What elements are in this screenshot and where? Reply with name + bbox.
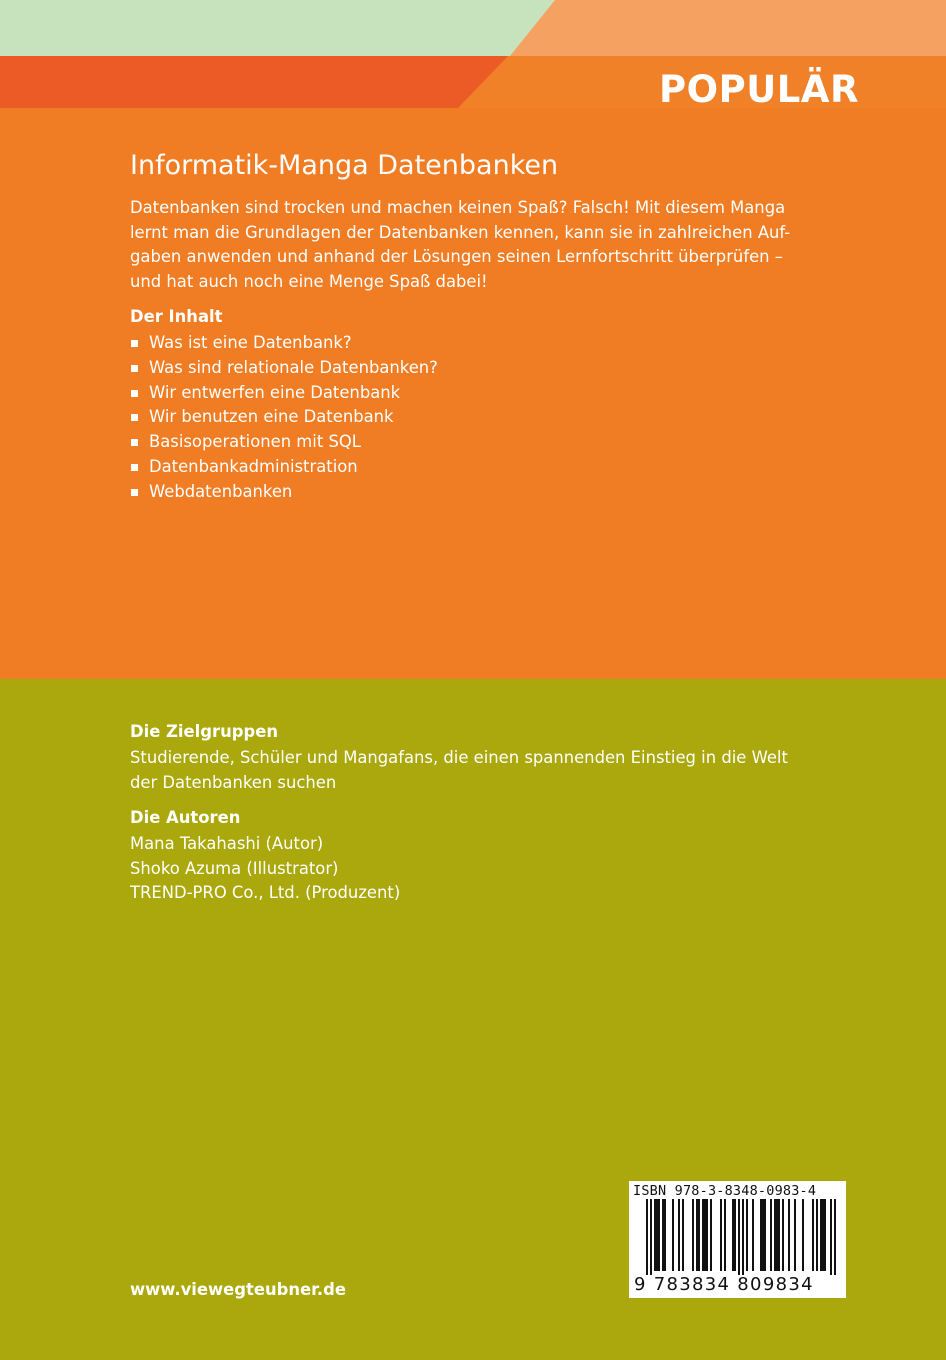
intro-line: gaben anwenden und anhand der Lösungen seinen Lernfortschritt überprüfen – bbox=[130, 247, 783, 267]
square-bullet-icon bbox=[131, 489, 138, 496]
barcode-bar bbox=[742, 1199, 744, 1275]
audience-line: Studierende, Schüler und Mangafans, die einen spannenden Einstieg in die Welt bbox=[130, 748, 788, 767]
list-item-label: Basisoperationen mit SQL bbox=[149, 432, 361, 452]
audience-text bbox=[130, 746, 788, 795]
barcode-bar bbox=[834, 1199, 836, 1275]
barcode-bar bbox=[720, 1199, 722, 1271]
author-line: TREND-PRO Co., Ltd. (Produzent) bbox=[130, 883, 401, 903]
barcode-bar bbox=[654, 1199, 656, 1271]
barcode-bar bbox=[822, 1199, 824, 1271]
barcode-bar bbox=[776, 1199, 778, 1271]
square-bullet-icon bbox=[131, 340, 138, 347]
barcode-bar bbox=[816, 1199, 818, 1271]
barcode-bar bbox=[774, 1199, 776, 1271]
barcode-bar bbox=[702, 1199, 704, 1271]
barcode-bar bbox=[658, 1199, 660, 1271]
barcode-bar bbox=[734, 1199, 736, 1271]
barcode-bar bbox=[762, 1199, 764, 1271]
barcode-bar bbox=[782, 1199, 784, 1271]
audience-line: der Datenbanken suchen bbox=[130, 772, 337, 792]
barcode-bar bbox=[710, 1199, 712, 1271]
isbn-barcode bbox=[629, 1181, 846, 1298]
intro-line: Datenbanken sind trocken und machen keinen Spaß? Falsch! Mit diesem Manga bbox=[130, 198, 786, 217]
barcode-bar bbox=[696, 1199, 698, 1271]
barcode-bar bbox=[802, 1199, 804, 1271]
list-item bbox=[130, 455, 438, 480]
book-title: Informatik-Manga Datenbanken bbox=[130, 150, 559, 181]
square-bullet-icon bbox=[131, 414, 138, 421]
barcode-bar bbox=[732, 1199, 734, 1271]
authors-heading: Die Autoren bbox=[130, 808, 241, 827]
barcode-bar bbox=[820, 1199, 822, 1271]
barcode-bar bbox=[682, 1199, 684, 1271]
intro-line: und hat auch noch eine Menge Spaß dabei! bbox=[130, 272, 488, 292]
square-bullet-icon bbox=[131, 365, 138, 372]
list-item bbox=[130, 331, 438, 356]
square-bullet-icon bbox=[131, 439, 138, 446]
contents-list bbox=[130, 331, 438, 505]
barcode-bar bbox=[770, 1199, 772, 1271]
barcode-bar bbox=[746, 1199, 748, 1271]
contents-heading: Der Inhalt bbox=[130, 307, 223, 326]
barcode-bar bbox=[662, 1199, 664, 1271]
list-item-label: Webdatenbanken bbox=[149, 481, 293, 501]
ean-digits: 9 783834 809834 bbox=[634, 1274, 814, 1295]
barcode-bar bbox=[830, 1199, 832, 1275]
intro-line: lernt man die Grundlagen der Datenbanken kennen, kann sie in zahlreichen Auf- bbox=[130, 222, 791, 242]
barcode-bar bbox=[794, 1199, 796, 1271]
publisher-website: www.viewegteubner.de bbox=[130, 1280, 346, 1299]
list-item-label: Datenbankadministration bbox=[149, 456, 358, 476]
barcode-bar bbox=[698, 1199, 700, 1271]
barcode-bar bbox=[738, 1199, 740, 1275]
barcode-bar bbox=[678, 1199, 680, 1271]
barcode-bars bbox=[629, 1199, 846, 1275]
series-label: POPULÄR bbox=[659, 68, 859, 111]
author-line: Mana Takahashi (Autor) bbox=[130, 834, 324, 853]
barcode-bar bbox=[704, 1199, 706, 1271]
barcode-bar bbox=[788, 1199, 790, 1271]
barcode-bar bbox=[706, 1199, 708, 1271]
barcode-bar bbox=[824, 1199, 826, 1271]
barcode-bar bbox=[724, 1199, 726, 1271]
square-bullet-icon bbox=[131, 464, 138, 471]
barcode-bar bbox=[664, 1199, 666, 1271]
barcode-bar bbox=[752, 1199, 754, 1271]
intro-paragraph bbox=[130, 196, 800, 295]
list-item bbox=[130, 430, 438, 455]
list-item-label: Was sind relationale Datenbanken? bbox=[149, 357, 438, 377]
list-item bbox=[130, 381, 438, 406]
author-line: Shoko Azuma (Illustrator) bbox=[130, 858, 339, 878]
barcode-bar bbox=[760, 1199, 762, 1271]
list-item bbox=[130, 405, 438, 430]
list-item-label: Wir entwerfen eine Datenbank bbox=[149, 382, 401, 402]
list-item bbox=[130, 356, 438, 381]
isbn-number: ISBN 978-3-8348-0983-4 bbox=[633, 1183, 817, 1199]
authors-text bbox=[130, 832, 400, 906]
barcode-bar bbox=[650, 1199, 652, 1275]
barcode-bar bbox=[764, 1199, 766, 1271]
barcode-bar bbox=[672, 1199, 674, 1271]
list-item bbox=[130, 480, 438, 505]
barcode-bar bbox=[656, 1199, 658, 1271]
barcode-bar bbox=[692, 1199, 694, 1271]
square-bullet-icon bbox=[131, 390, 138, 397]
list-item-label: Was ist eine Datenbank? bbox=[149, 333, 352, 352]
barcode-bar bbox=[812, 1199, 814, 1271]
barcode-bar bbox=[646, 1199, 648, 1275]
barcode-bar bbox=[778, 1199, 780, 1271]
list-item-label: Wir benutzen eine Datenbank bbox=[149, 407, 394, 427]
audience-heading: Die Zielgruppen bbox=[130, 722, 279, 741]
